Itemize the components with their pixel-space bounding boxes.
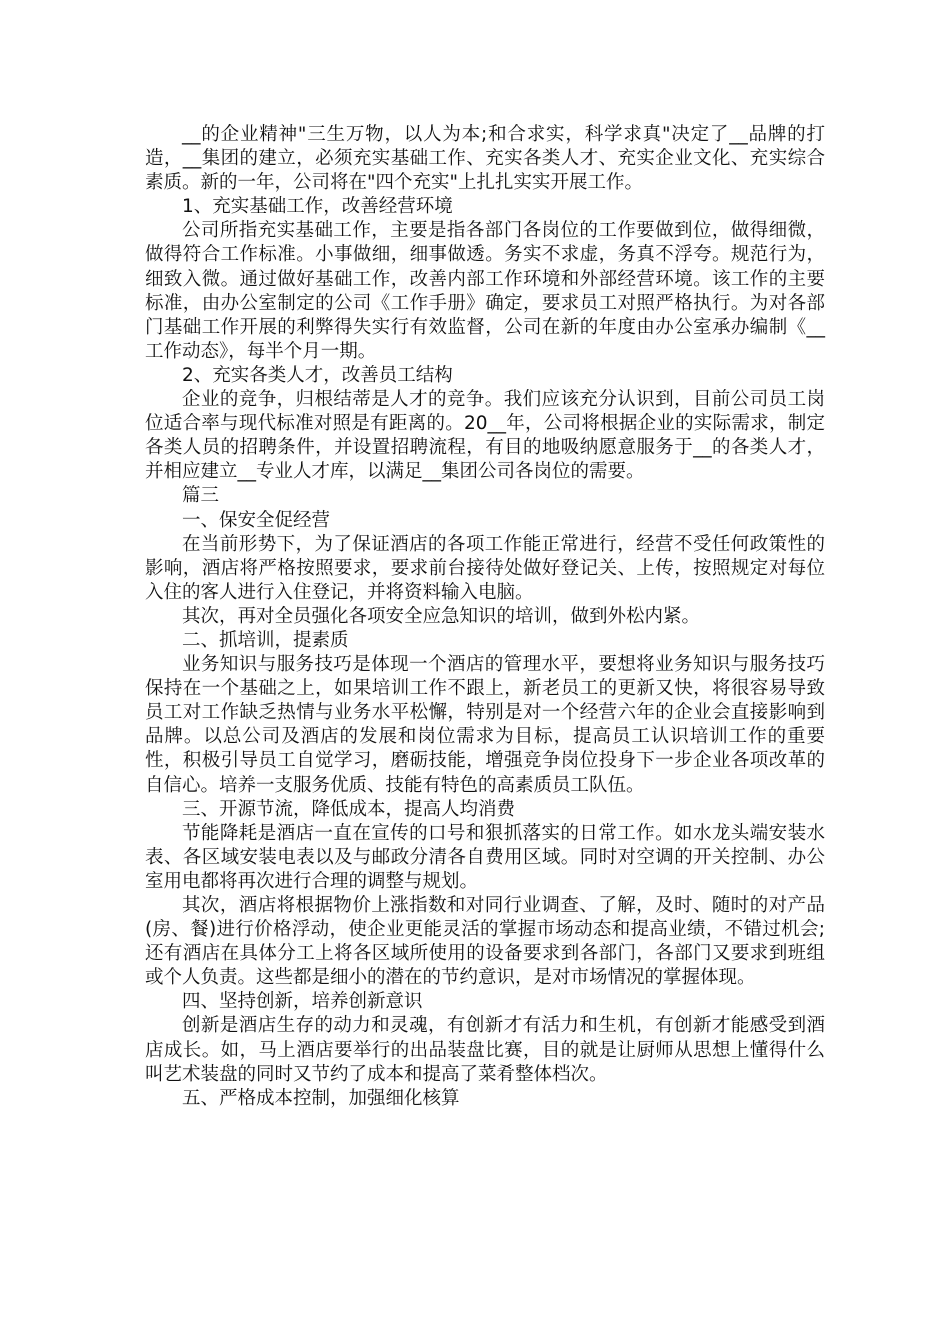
paragraph-pricing: 其次，酒店将根据物价上涨指数和对同行业调查、了解，及时、随时的对产品(房、餐)进行价格浮动，使企业更能灵活的掌握市场动态和提高业绩，不错过机会;还有酒店在具体分工上将各区域所使用的设备要求到各部门，各部门又要求到班组或个人负责。这些都是细小的潜在的节约意识，是对市场情况的掌握体现。: [145, 895, 825, 989]
paragraph-safety-training: 其次，再对全员强化各项安全应急知识的培训，做到外松内紧。: [182, 605, 701, 627]
paragraph-energy: 节能降耗是酒店一直在宣传的口号和狠抓落实的日常工作。如水龙头端安装水表、各区域安装电表以及与邮政分清各自费用区域。同时对空调的开关控制、办公室用电都将再次进行合理的调整与规划。: [145, 822, 825, 892]
document-page: [145, 123, 825, 1111]
section-heading-cost-control: 五、严格成本控制，加强细化核算: [182, 1087, 460, 1109]
section-heading-safety: 一、保安全促经营: [182, 509, 331, 531]
paragraph-safety: 在当前形势下，为了保证酒店的各项工作能正常进行，经营不受任何政策性的影响，酒店将严格按照要求，要求前台接待处做好登记关、上传，按照规定对每位入住的客人进行入住登记，并将资料输入电脑。: [145, 533, 825, 603]
paragraph-innovation: 创新是酒店生存的动力和灵魂，有创新才有活力和生机，有创新才能感受到酒店成长。如，马上酒店要举行的出品装盘比赛，目的就是让厨师从思想上懂得什么叫艺术装盘的同时又节约了成本和提高了菜肴整体档次。: [145, 1015, 825, 1085]
paragraph-basic-work: 公司所指充实基础工作，主要是指各部门各岗位的工作要做到位，做得细微，做得符合工作标准。小事做细，细事做透。务实不求虚，务真不浮夸。规范行为，细致入微。通过做好基础工作，改善内部工作环境和外部经营环境。该工作的主要标准，由办公室制定的公司《工作手册》确定，要求员工对照严格执行。为对各部门基础工作开展的利弊得失实行有效监督，公司在新的年度由办公室承办编制《__工作动态》，每半个月一期。: [145, 220, 825, 362]
section-heading-2: 2、充实各类人才，改善员工结构: [182, 364, 453, 386]
section-heading-cost: 三、开源节流，降低成本，提高人均消费: [182, 798, 516, 820]
section-heading-1: 1、充实基础工作，改善经营环境: [182, 196, 453, 218]
paragraph-talent: 企业的竞争，归根结蒂是人才的竞争。我们应该充分认识到，目前公司员工岗位适合率与现代标准对照是有距离的。20__年，公司将根据企业的实际需求，制定各类人员的招聘条件，并设置招聘流程，有目的地吸纳愿意服务于__的各类人才，并相应建立__专业人才库，以满足__集团公司各岗位的需要。: [145, 389, 825, 483]
section-heading-innovation: 四、坚持创新，培养创新意识: [182, 991, 423, 1013]
part-heading-3: 篇三: [182, 485, 220, 507]
paragraph-intro: __的企业精神"三生万物，以人为本;和合求实，科学求真"决定了__品牌的打造，__集团的建立，必须充实基础工作、充实各类人才、充实企业文化、充实综合素质。新的一年，公司将在"四个充实"上扎扎实实开展工作。: [145, 124, 825, 194]
section-heading-training: 二、抓培训，提素质: [182, 629, 349, 651]
paragraph-training: 业务知识与服务技巧是体现一个酒店的管理水平，要想将业务知识与服务技巧保持在一个基础之上，如果培训工作不跟上，新老员工的更新又快，将很容易导致员工对工作缺乏热情与业务水平松懈，特别是对一个经营六年的企业会直接影响到品牌。以总公司及酒店的发展和岗位需求为目标，提高员工认识培训工作的重要性，积极引导员工自觉学习，磨砺技能，增强竞争岗位投身下一步企业各项改革的自信心。培养一支服务优质、技能有特色的高素质员工队伍。: [145, 654, 825, 796]
